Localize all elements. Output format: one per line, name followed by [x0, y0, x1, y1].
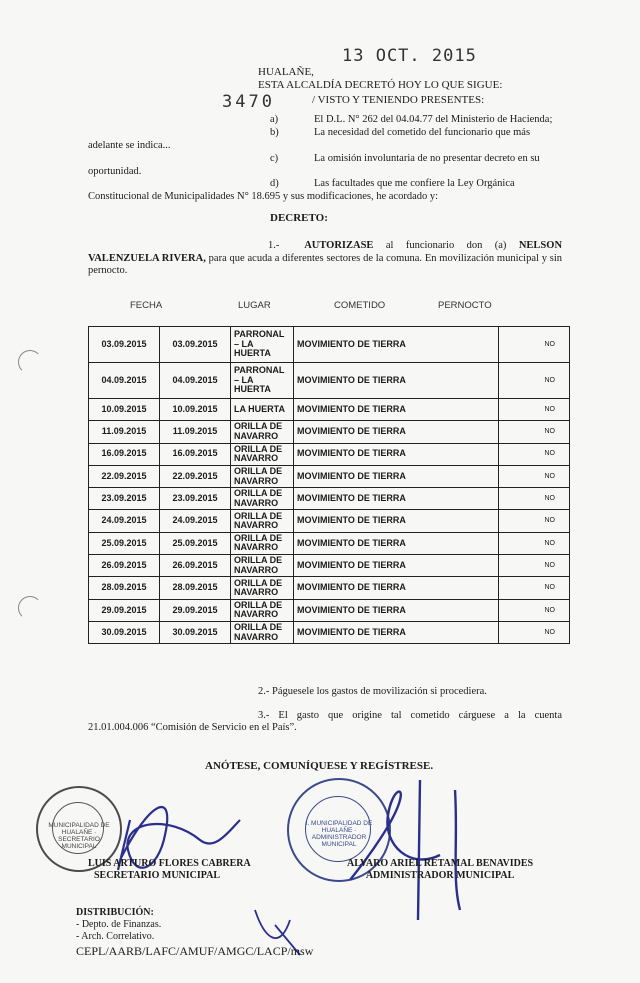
task-cell: MOVIMIENTO DE TIERRA: [294, 510, 499, 532]
consideration-text: La necesidad del cometido del funcionario que más: [314, 127, 531, 138]
table-row: [89, 621, 570, 643]
overnight-cell: NO: [499, 363, 570, 399]
consideration-text: El D.L. N° 262 del 04.04.77 del Ministerio de Hacienda;: [314, 114, 553, 125]
task-cell: MOVIMIENTO DE TIERRA: [294, 399, 499, 421]
date-end-cell: 22.09.2015: [160, 465, 231, 487]
paragraph-text: para que acuda a diferentes sectores de la comuna. En movilización municipal y sin pernocto.: [88, 252, 563, 276]
signer-administrator: [347, 858, 533, 882]
date-end-cell: 25.09.2015: [160, 532, 231, 554]
place-cell: LA HUERTA: [231, 399, 294, 421]
date-start-cell: 23.09.2015: [89, 488, 160, 510]
date-start-cell: 16.09.2015: [89, 443, 160, 465]
authorize-word: AUTORIZASE: [304, 240, 374, 251]
overnight-cell: NO: [499, 443, 570, 465]
table-row: [89, 577, 570, 599]
overnight-cell: NO: [499, 599, 570, 621]
consideration-continuation: Constitucional de Municipalidades N° 18.695 y sus modificaciones, he acordado y:: [88, 191, 439, 202]
task-cell: MOVIMIENTO DE TIERRA: [294, 488, 499, 510]
overnight-cell: NO: [499, 555, 570, 577]
table-row: [89, 599, 570, 621]
overnight-cell: NO: [499, 621, 570, 643]
col-header-cometido: COMETIDO: [334, 300, 386, 311]
overnight-cell: NO: [499, 488, 570, 510]
signer-title: SECRETARIO MUNICIPAL: [94, 870, 221, 881]
place-cell: ORILLA DE NAVARRO: [231, 465, 294, 487]
seal-text: MUNICIPALIDAD DE HUALAÑE · SECRETARIO MUNICIPAL: [48, 822, 110, 850]
overnight-cell: NO: [499, 421, 570, 443]
task-cell: MOVIMIENTO DE TIERRA: [294, 555, 499, 577]
place-cell: ORILLA DE NAVARRO: [231, 599, 294, 621]
date-start-cell: 03.09.2015: [89, 327, 160, 363]
overnight-cell: NO: [499, 465, 570, 487]
place-cell: ORILLA DE NAVARRO: [231, 621, 294, 643]
distribution-title: DISTRIBUCIÓN:: [76, 907, 154, 918]
col-header-fecha: FECHA: [130, 300, 163, 311]
decree-intro: ESTA ALCALDÍA DECRETÓ HOY LO QUE SIGUE:: [258, 79, 503, 91]
received-date-stamp: 13 OCT. 2015: [342, 46, 477, 66]
closing-formula: ANÓTESE, COMUNÍQUESE Y REGÍSTRESE.: [205, 760, 434, 772]
signer-title: ADMINISTRADOR MUNICIPAL: [365, 870, 515, 881]
punch-hole-mark: [18, 596, 42, 620]
typist-initials: CEPL/AARB/LAFC/AMUF/AMGC/LACP/msw: [76, 944, 314, 958]
table-row: [89, 399, 570, 421]
decree-number: 3470: [222, 92, 275, 112]
paragraph-text: al funcionario don (a): [385, 240, 507, 251]
seal-text: I. MUNICIPALIDAD DE HUALAÑE · ADMINISTRADOR MUNICIPAL: [305, 820, 373, 848]
date-end-cell: 16.09.2015: [160, 443, 231, 465]
date-start-cell: 22.09.2015: [89, 465, 160, 487]
consideration-continuation: oportunidad.: [88, 166, 142, 177]
consideration-letter: b): [270, 127, 279, 138]
date-end-cell: 26.09.2015: [160, 555, 231, 577]
date-end-cell: 30.09.2015: [160, 621, 231, 643]
table-row: [89, 555, 570, 577]
col-header-lugar: LUGAR: [238, 300, 271, 311]
consideration-text: Las facultades que me confiere la Ley Orgánica: [314, 178, 515, 189]
overnight-cell: NO: [499, 532, 570, 554]
decreto-heading: DECRETO:: [270, 212, 328, 224]
decree-suffix: / VISTO Y TENIENDO PRESENTES:: [312, 94, 485, 106]
paragraph-3-line1: 3.- El gasto que origine tal cometido cárguese a la cuenta: [258, 710, 562, 721]
place-cell: ORILLA DE NAVARRO: [231, 577, 294, 599]
col-header-pernocto: PERNOCTO: [438, 300, 492, 311]
paragraph-3-line2: 21.01.004.006 “Comisión de Servicio en el País”.: [88, 722, 297, 733]
overnight-cell: NO: [499, 577, 570, 599]
official-name: NELSON VALENZUELA RIVERA,: [88, 240, 563, 264]
paragraph-2: 2.- Páguesele los gastos de movilización si procediera.: [258, 686, 487, 697]
date-end-cell: 29.09.2015: [160, 599, 231, 621]
table-row: [89, 465, 570, 487]
consideration-letter: d): [270, 178, 279, 189]
task-cell: MOVIMIENTO DE TIERRA: [294, 465, 499, 487]
consideration-continuation: adelante se indica...: [88, 140, 171, 151]
punch-hole-mark: [18, 350, 42, 374]
date-end-cell: 03.09.2015: [160, 327, 231, 363]
date-start-cell: 04.09.2015: [89, 363, 160, 399]
place-cell: PARRONAL – LA HUERTA: [231, 327, 294, 363]
signer-secretary: [88, 858, 251, 882]
date-end-cell: 10.09.2015: [160, 399, 231, 421]
table-row: [89, 510, 570, 532]
table-row: [89, 327, 570, 363]
consideration-letter: a): [270, 114, 279, 125]
date-start-cell: 30.09.2015: [89, 621, 160, 643]
overnight-cell: NO: [499, 327, 570, 363]
table-row: [89, 363, 570, 399]
task-cell: MOVIMIENTO DE TIERRA: [294, 327, 499, 363]
task-cell: MOVIMIENTO DE TIERRA: [294, 532, 499, 554]
date-start-cell: 25.09.2015: [89, 532, 160, 554]
place-cell: ORILLA DE NAVARRO: [231, 510, 294, 532]
date-end-cell: 24.09.2015: [160, 510, 231, 532]
paragraph-number: 1.-: [268, 240, 280, 251]
task-cell: MOVIMIENTO DE TIERRA: [294, 421, 499, 443]
date-end-cell: 28.09.2015: [160, 577, 231, 599]
date-start-cell: 24.09.2015: [89, 510, 160, 532]
table-row: [89, 488, 570, 510]
date-end-cell: 23.09.2015: [160, 488, 231, 510]
date-end-cell: 11.09.2015: [160, 421, 231, 443]
task-cell: MOVIMIENTO DE TIERRA: [294, 363, 499, 399]
place-cell: ORILLA DE NAVARRO: [231, 488, 294, 510]
date-end-cell: 04.09.2015: [160, 363, 231, 399]
signer-name: LUIS ARTURO FLORES CABRERA: [88, 858, 251, 869]
date-start-cell: 26.09.2015: [89, 555, 160, 577]
task-cell: MOVIMIENTO DE TIERRA: [294, 599, 499, 621]
consideration-letter: c): [270, 153, 279, 164]
city-name: HUALAÑE,: [258, 66, 314, 78]
date-start-cell: 28.09.2015: [89, 577, 160, 599]
place-cell: ORILLA DE NAVARRO: [231, 555, 294, 577]
place-cell: PARRONAL – LA HUERTA: [231, 363, 294, 399]
commission-schedule-table: [88, 326, 570, 644]
overnight-cell: NO: [499, 399, 570, 421]
distribution-item: - Arch. Correlativo.: [76, 931, 155, 942]
date-start-cell: 11.09.2015: [89, 421, 160, 443]
table-row: [89, 443, 570, 465]
place-cell: ORILLA DE NAVARRO: [231, 443, 294, 465]
date-start-cell: 10.09.2015: [89, 399, 160, 421]
task-cell: MOVIMIENTO DE TIERRA: [294, 621, 499, 643]
date-start-cell: 29.09.2015: [89, 599, 160, 621]
overnight-cell: NO: [499, 510, 570, 532]
place-cell: ORILLA DE NAVARRO: [231, 532, 294, 554]
table-row: [89, 532, 570, 554]
decreto-paragraph-1: [88, 240, 562, 278]
consideration-text: La omisión involuntaria de no presentar decreto en su: [314, 153, 540, 164]
signer-name: ALVARO ARIEL RETAMAL BENAVIDES: [347, 858, 534, 869]
task-cell: MOVIMIENTO DE TIERRA: [294, 577, 499, 599]
task-cell: MOVIMIENTO DE TIERRA: [294, 443, 499, 465]
place-cell: ORILLA DE NAVARRO: [231, 421, 294, 443]
distribution-item: - Depto. de Finanzas.: [76, 919, 162, 930]
table-row: [89, 421, 570, 443]
